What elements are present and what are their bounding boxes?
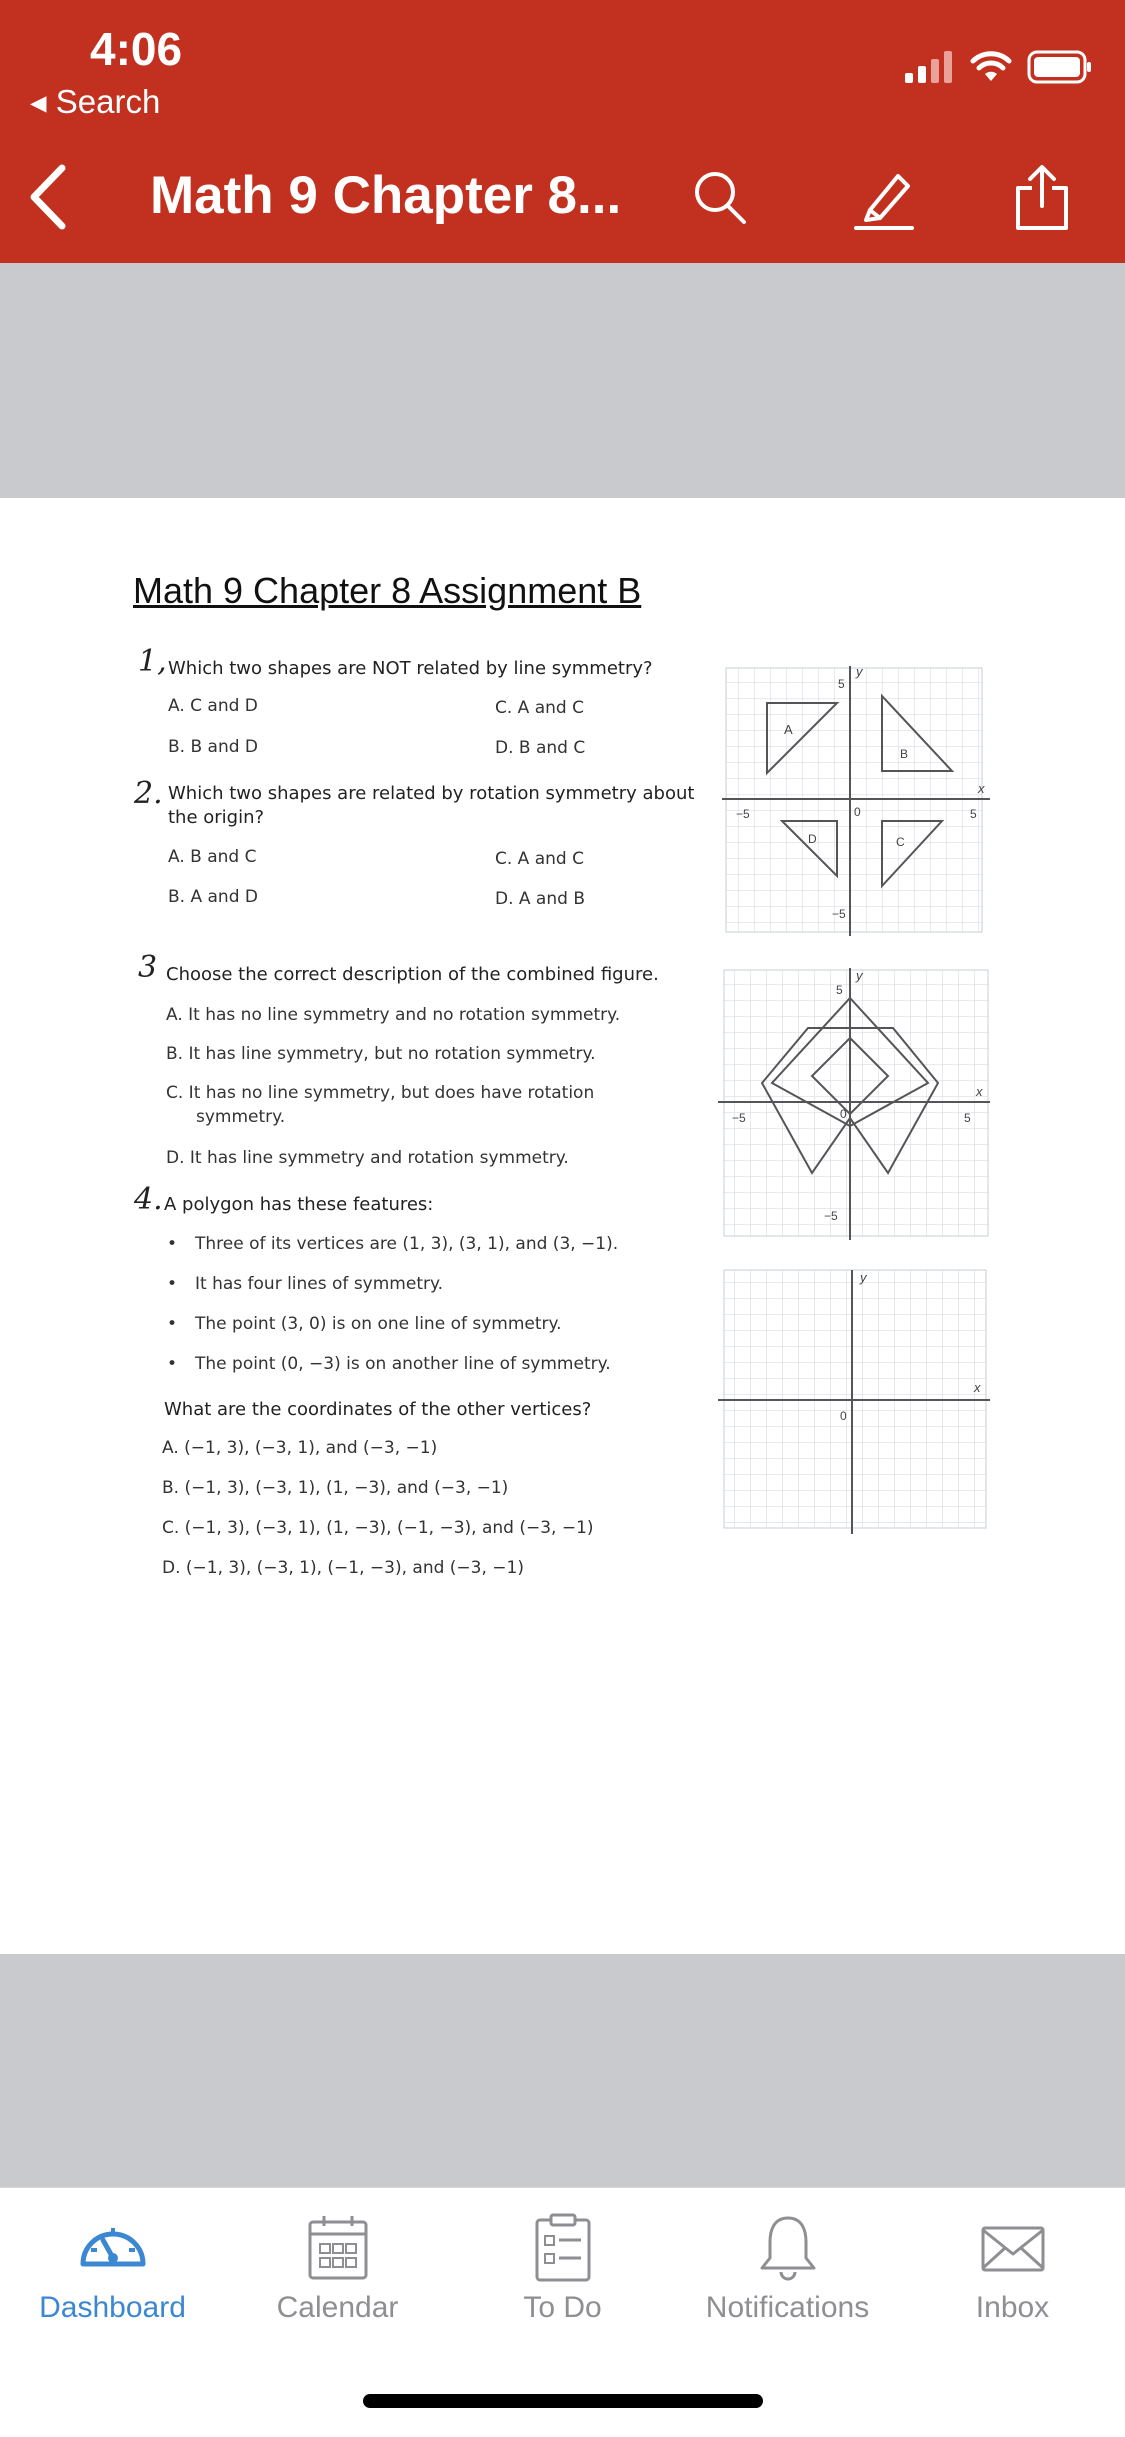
x-label: x xyxy=(974,1380,981,1395)
bell-icon xyxy=(752,2212,824,2284)
tab-label: Calendar xyxy=(276,2291,399,2324)
y-label: y xyxy=(856,968,863,983)
answer-option: A. (−1, 3), (−3, 1), and (−3, −1) xyxy=(162,1438,438,1458)
inbox-icon xyxy=(977,2212,1049,2284)
question-text: Which two shapes are related by rotation symmetry about xyxy=(168,783,695,804)
origin-label: 0 xyxy=(854,805,861,819)
question-prompt: What are the coordinates of the other vertices? xyxy=(164,1399,592,1420)
answer-option: C. A and C xyxy=(495,849,584,869)
origin-label: 0 xyxy=(840,1107,847,1121)
tab-todo[interactable] xyxy=(450,2188,675,2338)
question-number: 3 xyxy=(138,950,158,985)
document-page[interactable] xyxy=(0,498,1125,1954)
dashboard-icon xyxy=(77,2212,149,2284)
tick-neg5: −5 xyxy=(832,907,846,921)
y-label: y xyxy=(860,1270,867,1285)
tab-calendar[interactable] xyxy=(225,2188,450,2338)
label-d: D xyxy=(808,832,817,846)
tab-label: Dashboard xyxy=(39,2291,186,2324)
question-text: the origin? xyxy=(168,807,265,828)
battery-icon xyxy=(1027,50,1093,84)
answer-option: D. It has line symmetry and rotation symmetry. xyxy=(166,1148,569,1168)
back-app-label: Search xyxy=(55,83,161,120)
tick-5: 5 xyxy=(964,1111,971,1125)
question-text: A polygon has these features: xyxy=(164,1194,434,1215)
app-header xyxy=(0,0,1125,263)
calendar-icon xyxy=(302,2212,374,2284)
answer-option: B. (−1, 3), (−3, 1), (1, −3), and (−3, −1) xyxy=(162,1478,509,1498)
tab-notifications[interactable] xyxy=(675,2188,900,2338)
tick-5: 5 xyxy=(836,983,843,997)
highlighter-icon[interactable] xyxy=(852,162,916,232)
answer-option: B. It has line symmetry, but no rotation symmetry. xyxy=(166,1044,596,1064)
signal-icon xyxy=(905,51,955,83)
bullet-item: • The point (0, −3) is on another line of symmetry. xyxy=(195,1354,611,1374)
document-title: Math 9 Chapter 8 Assignment B xyxy=(133,570,642,611)
answer-option: B. B and D xyxy=(168,737,259,757)
x-label: x xyxy=(978,781,985,796)
answer-option: A. C and D xyxy=(168,696,258,716)
answer-option: C. (−1, 3), (−3, 1), (1, −3), (−1, −3), and (−3, −1) xyxy=(162,1518,594,1538)
answer-option: D. B and C xyxy=(495,738,586,758)
tick-neg5: −5 xyxy=(736,807,750,821)
viewer-bottom-margin xyxy=(0,1954,1125,2187)
tick-5: 5 xyxy=(970,807,977,821)
bullet-item: • It has four lines of symmetry. xyxy=(195,1274,443,1294)
answer-option: B. A and D xyxy=(168,887,258,907)
tab-label: To Do xyxy=(523,2291,602,2324)
answer-option: symmetry. xyxy=(196,1107,286,1127)
tab-dashboard[interactable] xyxy=(0,2188,225,2338)
question-text: Which two shapes are NOT related by line symmetry? xyxy=(168,658,653,679)
graph-empty-grid xyxy=(718,1266,993,1538)
answer-option: C. It has no line symmetry, but does have rotation xyxy=(166,1083,595,1103)
tab-inbox[interactable] xyxy=(900,2188,1125,2338)
page-title: Math 9 Chapter 8... xyxy=(150,166,622,225)
chevron-left-icon[interactable] xyxy=(22,162,72,232)
tab-label: Inbox xyxy=(975,2291,1050,2324)
viewer-top-margin xyxy=(0,263,1125,498)
tick-neg5: −5 xyxy=(732,1111,746,1125)
bullet-item: • The point (3, 0) is on one line of symmetry. xyxy=(195,1314,562,1334)
answer-option: C. A and C xyxy=(495,698,584,718)
label-a: A xyxy=(784,722,793,737)
y-label: y xyxy=(856,666,863,679)
todo-icon xyxy=(527,2212,599,2284)
answer-option: D. (−1, 3), (−3, 1), (−1, −3), and (−3, −1) xyxy=(162,1558,524,1578)
answer-option: A. It has no line symmetry and no rotation symmetry. xyxy=(166,1005,621,1025)
label-c: C xyxy=(896,835,905,849)
question-text: Choose the correct description of the combined figure. xyxy=(166,964,659,985)
wifi-icon xyxy=(969,51,1013,83)
answer-option: D. A and B xyxy=(495,889,585,909)
tick-5: 5 xyxy=(838,677,845,691)
status-time: 4:06 xyxy=(90,23,183,75)
back-to-search[interactable]: ◂ Search xyxy=(30,83,161,120)
bullet-item: • Three of its vertices are (1, 3), (3, 1), and (3, −1). xyxy=(195,1234,618,1254)
label-b: B xyxy=(900,747,909,761)
graph-symmetry-shapes xyxy=(722,666,992,938)
status-icons xyxy=(905,50,1093,84)
home-indicator[interactable] xyxy=(363,2394,763,2408)
question-number: 2. xyxy=(134,776,163,811)
tick-neg5: −5 xyxy=(824,1209,838,1223)
origin-label: 0 xyxy=(840,1409,847,1423)
tab-label: Notifications xyxy=(705,2291,870,2324)
x-label: x xyxy=(976,1084,983,1099)
share-icon[interactable] xyxy=(1010,162,1074,232)
graph-combined-figure xyxy=(718,968,993,1243)
answer-option: A. B and C xyxy=(168,847,257,867)
question-number: 4. xyxy=(134,1182,163,1217)
search-icon[interactable] xyxy=(688,162,752,232)
question-number: 1, xyxy=(138,644,167,679)
